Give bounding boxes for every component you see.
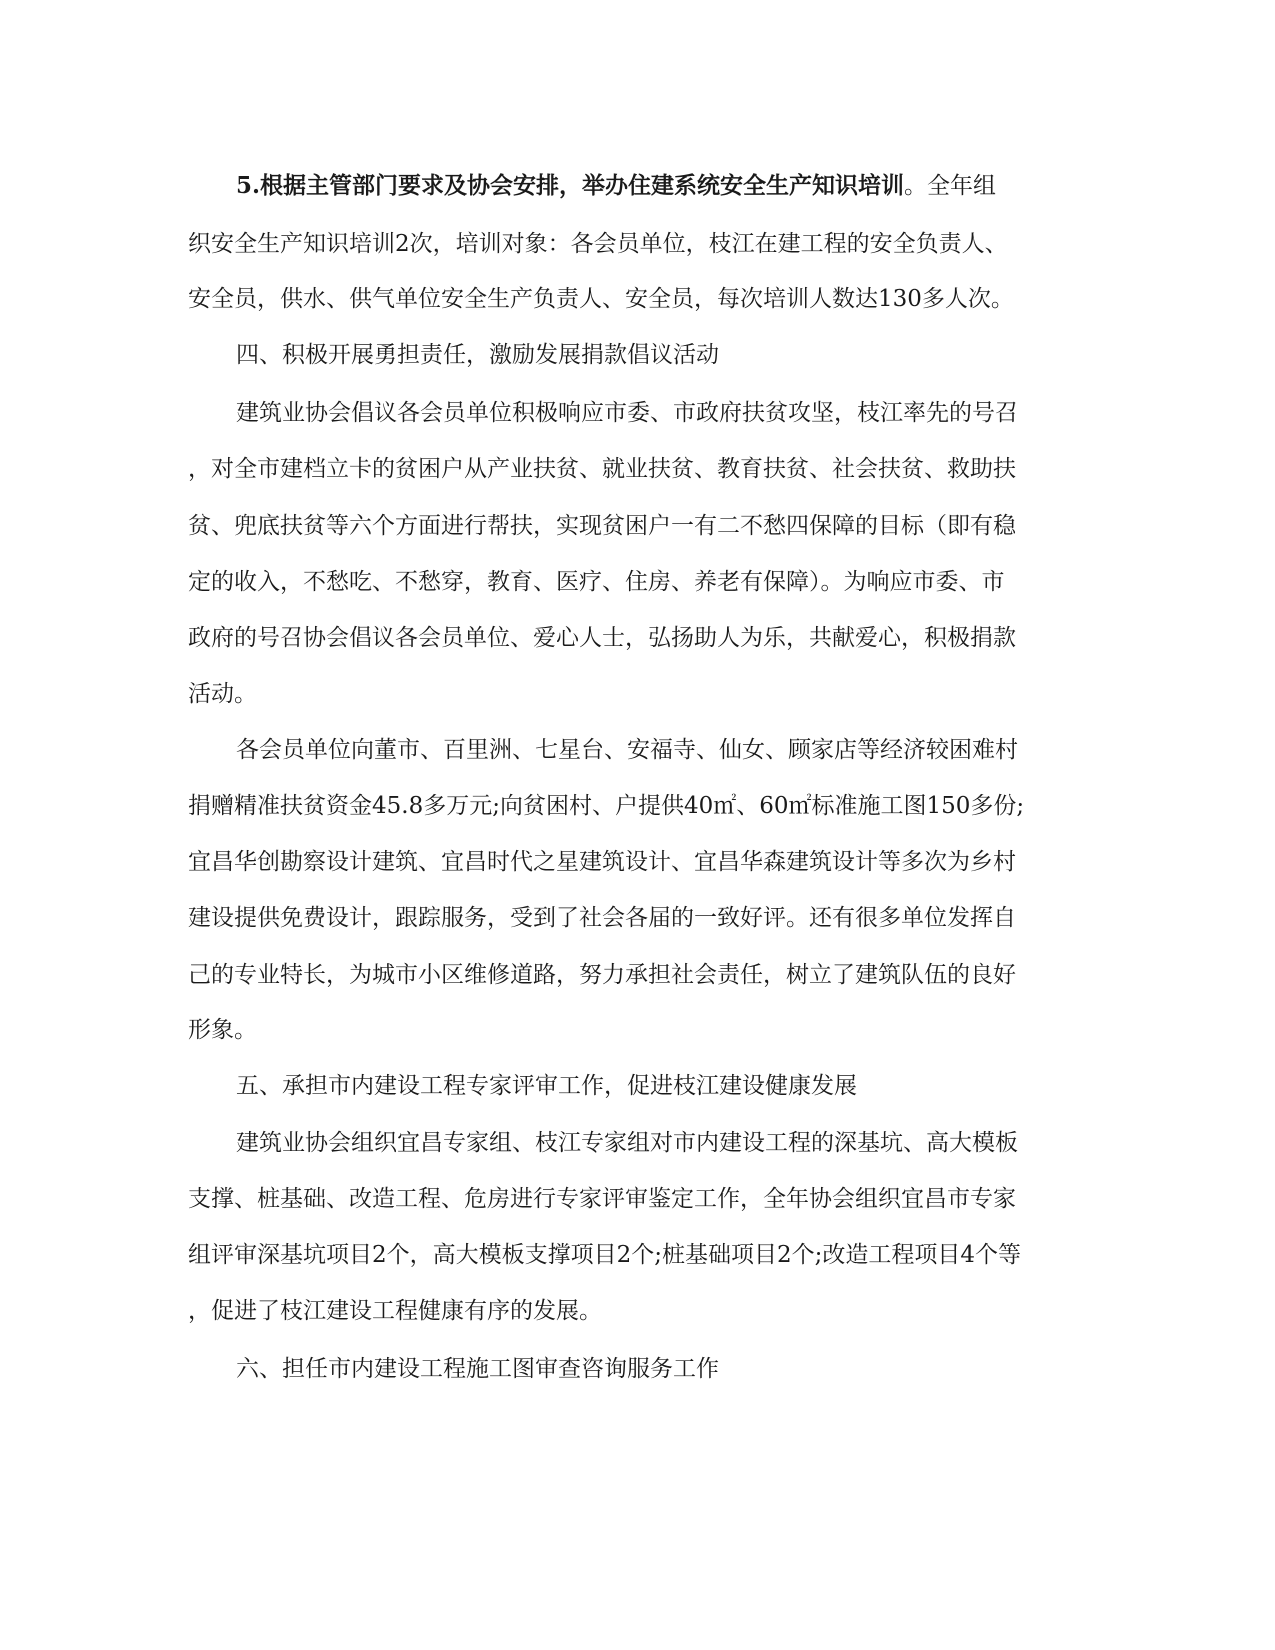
paragraph-donation-line-3: 贫、兜底扶贫等六个方面进行帮扶，实现贫困户一有二不愁四保障的目标（即有稳 xyxy=(188,513,1016,539)
training-heading-bold: 5.根据主管部门要求及协会安排，举办住建系统安全生产知识培训 xyxy=(236,172,905,199)
paragraph-donation-line-6: 活动。 xyxy=(188,681,257,707)
paragraph-donation-line-5: 政府的号召协会倡议各会员单位、爱心人士，弘扬助人为乐，共献爱心，积极捐款 xyxy=(188,625,1016,651)
paragraph-members-line-1: 各会员单位向董市、百里洲、七星台、安福寺、仙女、顾家店等经济较困难村 xyxy=(236,737,1018,763)
paragraph-donation-line-2: ，对全市建档立卡的贫困户从产业扶贫、就业扶贫、教育扶贫、社会扶贫、救助扶 xyxy=(188,456,1016,482)
paragraph-members-line-2: 捐赠精准扶贫资金45.8多万元;向贫困村、户提供40㎡、60㎡标准施工图150多份; xyxy=(188,793,1025,819)
paragraph-training-line-1 xyxy=(236,171,996,201)
paragraph-review-line-4: ，促进了枝江建设工程健康有序的发展。 xyxy=(188,1298,602,1324)
paragraph-members-line-4: 建设提供免费设计，跟踪服务，受到了社会各届的一致好评。还有很多单位发挥自 xyxy=(188,905,1016,931)
section-heading-4: 四、积极开展勇担责任，激励发展捐款倡议活动 xyxy=(236,342,719,368)
paragraph-donation-line-4: 定的收入，不愁吃、不愁穿，教育、医疗、住房、养老有保障）。为响应市委、市 xyxy=(188,569,1005,595)
paragraph-donation-line-1: 建筑业协会倡议各会员单位积极响应市委、市政府扶贫攻坚，枝江率先的号召 xyxy=(236,400,1018,426)
section-heading-5: 五、承担市内建设工程专家评审工作，促进枝江建设健康发展 xyxy=(236,1073,857,1099)
section-heading-6: 六、担任市内建设工程施工图审查咨询服务工作 xyxy=(236,1356,719,1382)
paragraph-members-line-5: 己的专业特长，为城市小区维修道路，努力承担社会责任，树立了建筑队伍的良好 xyxy=(188,962,1016,988)
paragraph-members-line-3: 宜昌华创勘察设计建筑、宜昌时代之星建筑设计、宜昌华森建筑设计等多次为乡村 xyxy=(188,849,1016,875)
paragraph-review-line-2: 支撑、桩基础、改造工程、危房进行专家评审鉴定工作，全年协会组织宜昌市专家 xyxy=(188,1186,1016,1212)
paragraph-members-line-6: 形象。 xyxy=(188,1017,257,1043)
training-text: 。全年组 xyxy=(904,173,997,199)
paragraph-training-line-2: 织安全生产知识培训2次，培训对象：各会员单位，枝江在建工程的安全负责人、 xyxy=(188,231,1008,257)
paragraph-review-line-1: 建筑业协会组织宜昌专家组、枝江专家组对市内建设工程的深基坑、高大模板 xyxy=(236,1130,1018,1156)
paragraph-training-line-3: 安全员，供水、供气单位安全生产负责人、安全员，每次培训人数达130多人次。 xyxy=(188,286,1014,312)
paragraph-review-line-3: 组评审深基坑项目2个，高大模板支撑项目2个;桩基础项目2个;改造工程项目4个等 xyxy=(188,1242,1022,1268)
